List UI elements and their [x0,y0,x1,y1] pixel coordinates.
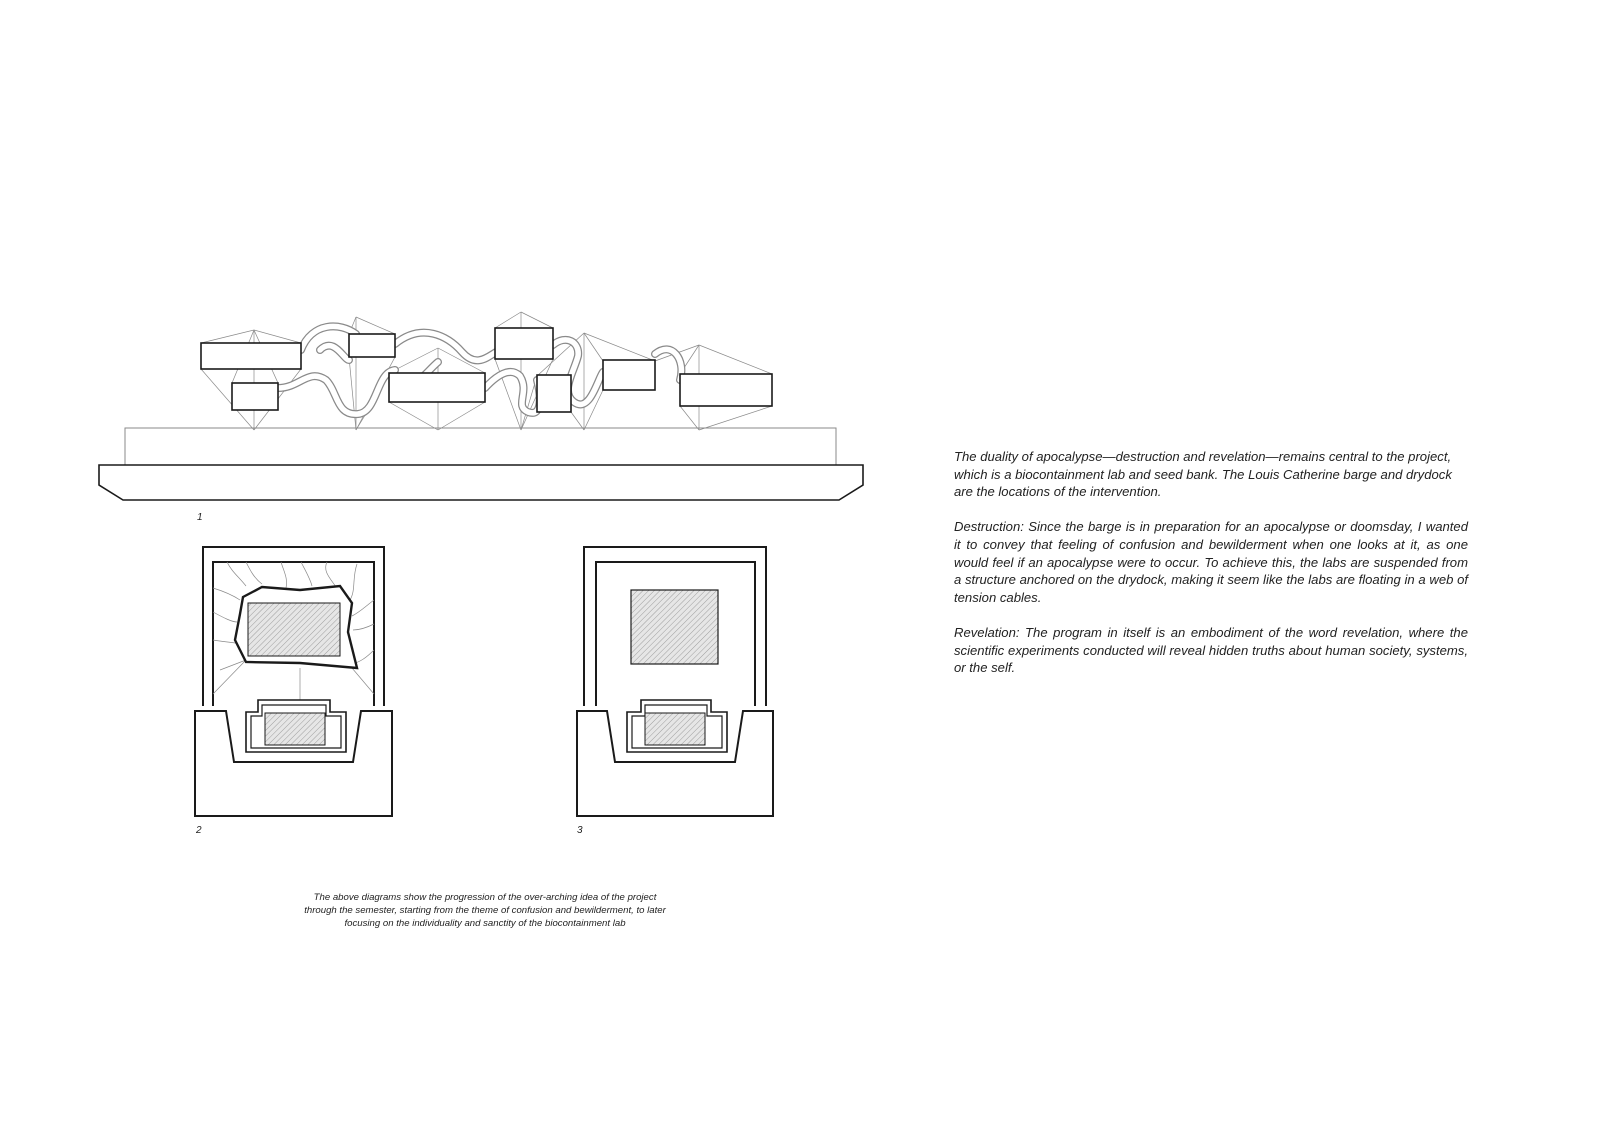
figure-2-plan [195,547,392,816]
drydock-platform [125,428,836,465]
lab-box [603,360,655,390]
tension-cables [201,312,772,430]
lab-box [537,375,571,412]
diagram-caption [265,892,705,930]
lab-box [495,328,553,359]
revelation-paragraph: Revelation: The program in itself is an embodiment of the word revelation, where the scientific experiments conducted will reveal hidden truths about human society, systems, or the self. [954,624,1468,676]
lab-box [349,334,395,357]
destruction-paragraph: Destruction: Since the barge is in preparation for an apocalypse or doomsday, I wanted it to convey that feeling of confusion and bewilderment when one looks at it, as one would feel if an apocalypse were to occur. To achieve this, the labs are suspended from a structure anchored on the drydock, making it seem like the labs are floating in a web of tension cables. [954,519,1468,605]
lab-box [232,383,278,410]
figure-2-label: 2 [196,825,202,836]
lab-boxes [201,328,772,412]
figure-3-label: 3 [577,825,583,836]
barge-hull [99,465,863,500]
lab-box [680,374,772,406]
small-lab-core [265,713,325,745]
lab-box [201,343,301,369]
caption-line: The above diagrams show the progression of the over-arching idea of the project [313,892,657,903]
caption-line: focusing on the individuality and sanctity of the biocontainment lab [344,917,626,929]
figure-3-plan [577,547,773,816]
caption-line: through the semester, starting from the theme of confusion and bewilderment, to later [304,904,666,916]
figure-1-label: 1 [197,512,203,523]
small-lab-core [645,713,705,745]
figure-1-elevation [99,312,863,500]
lab-box [389,373,485,402]
project-description [954,448,1468,694]
lab-core [248,603,340,656]
intro-paragraph: The duality of apocalypse—destruction and revelation—remains central to the project, which is a biocontainment lab and seed bank. The Louis Catherine barge and drydock are the locations of the intervention. [954,449,1452,500]
lab-core [631,590,718,664]
